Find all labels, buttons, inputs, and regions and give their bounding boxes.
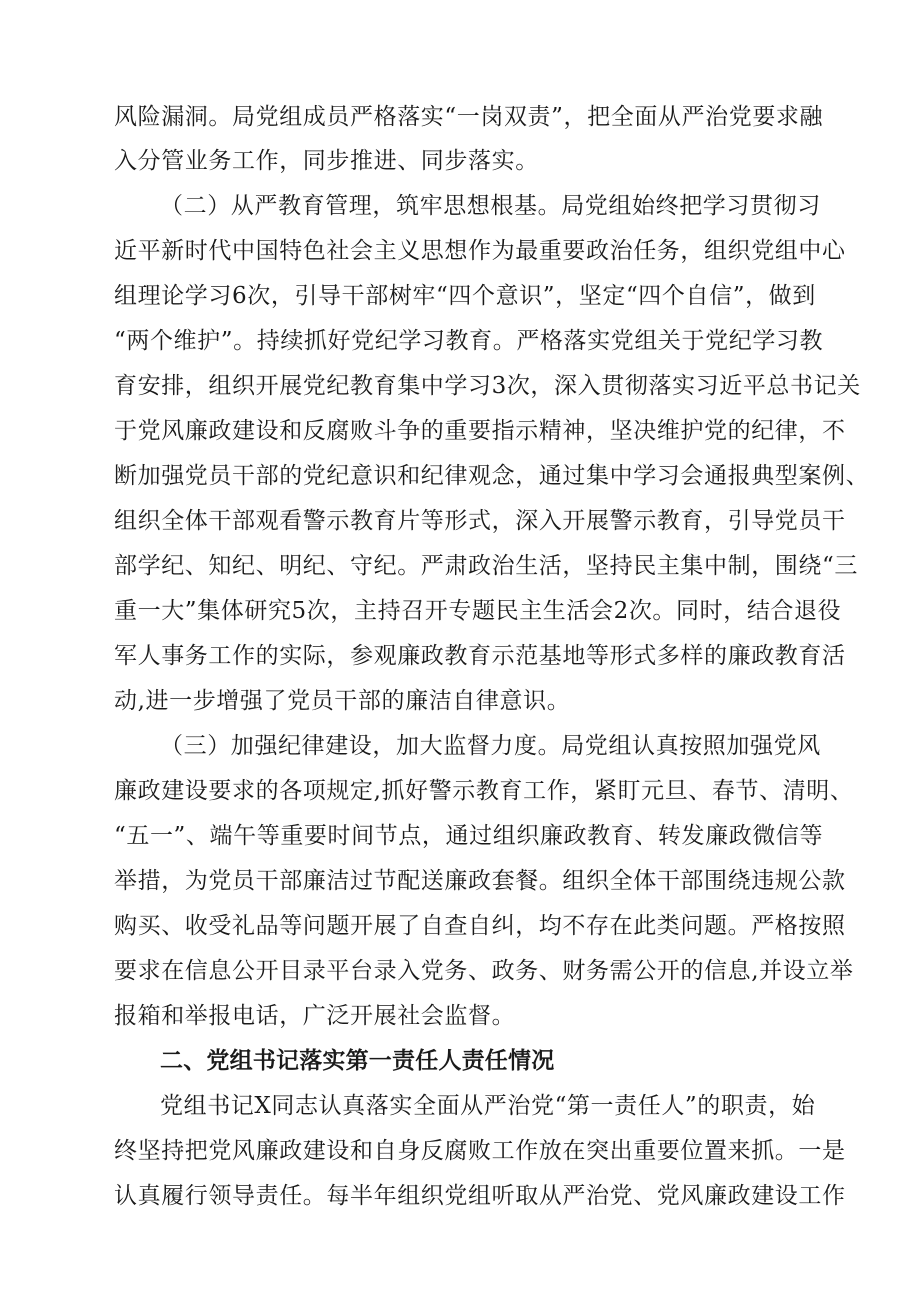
paragraph-line: 育安排，组织开展党纪教育集中学习3次，深入贯彻落实习近平总书记关 (114, 373, 861, 399)
paragraph-line: 终坚持把党风廉政建设和自身反腐败工作放在突出重要位置来抓。一是 (114, 1138, 846, 1164)
paragraph-line: 重一大”集体研究5次，主持召开专题民主生活会2次。同时，结合退役 (114, 598, 842, 624)
section-heading: 二、党组书记落实第一责任人责任情况 (160, 1048, 555, 1074)
paragraph-line: 认真履行领导责任。每半年组织党组听取从严治党、党风廉政建设工作 (114, 1183, 846, 1209)
paragraph-line: 部学纪、知纪、明纪、守纪。严肃政治生活，坚持民主集中制，围绕“三 (114, 553, 858, 579)
paragraph-line: 廉政建设要求的各项规定,抓好警示教育工作，紧盯元旦、春节、清明、 (114, 778, 854, 804)
paragraph-line: “五一”、端午等重要时间节点，通过组织廉政教育、转发廉政微信等 (114, 823, 824, 849)
paragraph-line: 军人事务工作的实际，参观廉政教育示范基地等形式多样的廉政教育活 (114, 643, 846, 669)
paragraph-line: 风险漏洞。局党组成员严格落实“一岗双责”，把全面从严治党要求融 (114, 104, 824, 130)
paragraph-line: 近平新时代中国特色社会主义思想作为最重要政治任务，组织党组中心 (114, 238, 846, 264)
section-3-first-line: （三）加强纪律建设，加大监督力度。局党组认真按照加强党风 (160, 733, 821, 759)
paragraph-line: 入分管业务工作，同步推进、同步落实。 (114, 148, 539, 174)
paragraph-line: 购买、收受礼品等问题开展了自查自纠，均不存在此类问题。严格按照 (114, 913, 846, 939)
paragraph-line: 报箱和举报电话，广泛开展社会监督。 (114, 1003, 516, 1029)
paragraph-line: 组理论学习6次，引导干部树牢“四个意识”，坚定“四个自信”，做到 (114, 283, 816, 309)
paragraph-line: 要求在信息公开目录平台录入党务、政务、财务需公开的信息,并设立举 (114, 958, 854, 984)
paragraph-line: 动,进一步增强了党员干部的廉洁自律意识。 (114, 688, 571, 714)
paragraph-line: 举措，为党员干部廉洁过节配送廉政套餐。组织全体干部围绕违规公款 (114, 868, 846, 894)
paragraph-line: 于党风廉政建设和反腐败斗争的重要指示精神，坚决维护党的纪律，不 (114, 418, 846, 444)
paragraph-line: 组织全体干部观看警示教育片等形式，深入开展警示教育，引导党员干 (114, 508, 846, 534)
paragraph-first-line: 党组书记X同志认真落实全面从严治党“第一责任人”的职责，始 (160, 1093, 816, 1119)
paragraph-line: 断加强党员干部的党纪意识和纪律观念，通过集中学习会通报典型案例、 (114, 463, 870, 489)
section-2-first-line: （二）从严教育管理，筑牢思想根基。局党组始终把学习贯彻习 (160, 193, 821, 219)
paragraph-line: “两个维护”。持续抓好党纪学习教育。严格落实党组关于党纪学习教 (114, 328, 824, 354)
